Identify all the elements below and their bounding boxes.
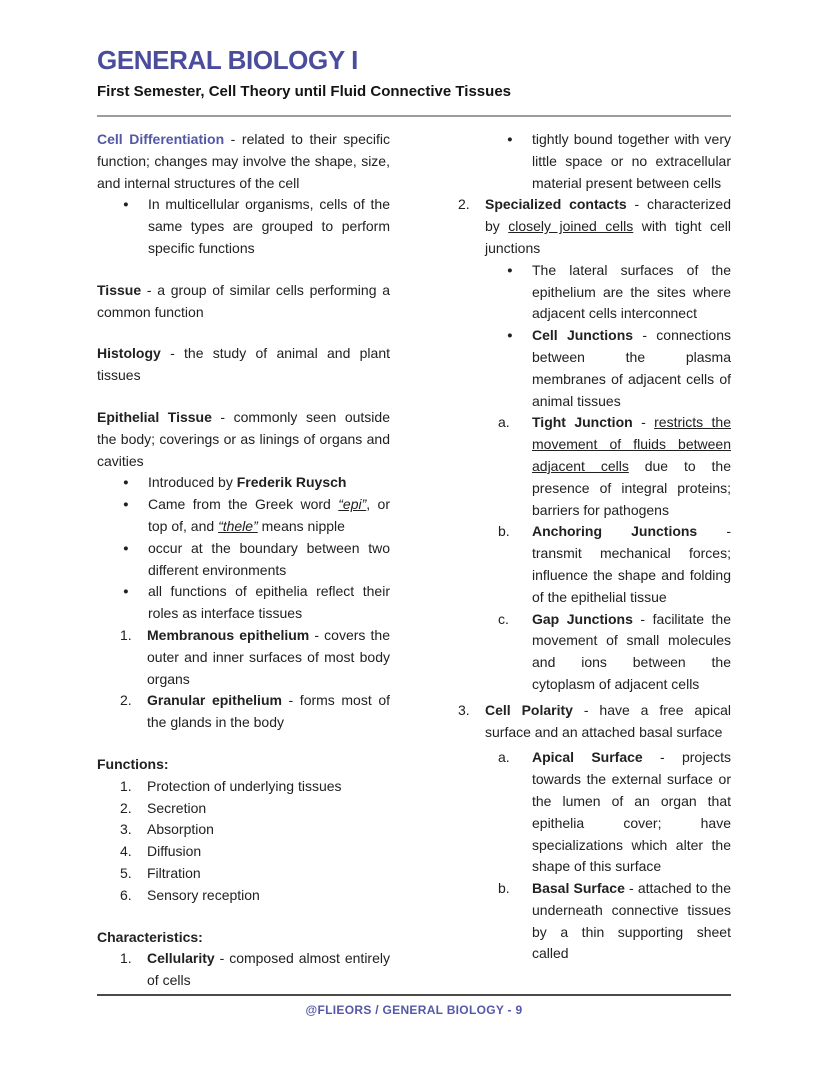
functions-heading: Functions:: [97, 755, 169, 772]
list-marker: 1.: [120, 626, 132, 643]
list-item-text: Protection of underlying tissues: [147, 777, 342, 794]
term-histology: Histology: [97, 345, 161, 362]
list-item-text: [148, 494, 390, 538]
definition-text: - forms most of the glands in the body: [147, 692, 390, 731]
term-epithelial-tissue: Epithelial Tissue: [97, 408, 212, 425]
list-marker: 1.: [120, 950, 132, 967]
list-item-text: In multicellular organisms, cells of the same types are grouped to perform specific functions: [148, 196, 390, 256]
term-cell-differentiation: Cell Differentiation: [97, 131, 225, 147]
definition-text: - attached to the underneath connective tissues by a thin supporting sheet called: [532, 880, 731, 962]
list-marker: a.: [498, 414, 510, 431]
term-specialized-contacts: Specialized contacts: [485, 196, 627, 213]
term-gap-junctions: Gap Junctions: [532, 610, 633, 627]
list-item: [435, 325, 731, 412]
list-item: [435, 700, 731, 744]
list-item-text: [485, 194, 731, 259]
definition-epithelial-tissue: [97, 407, 390, 472]
list-item: [435, 194, 731, 259]
list-item: [97, 841, 390, 863]
definition-text: - have a free apical surface and an attached basal surface: [485, 701, 731, 740]
definition-text: -: [632, 414, 655, 431]
list-item: [97, 581, 390, 625]
definition-cell-differentiation: [97, 129, 390, 194]
list-item-text: [532, 747, 731, 878]
list-item-text: [532, 412, 731, 521]
list-item: [435, 609, 731, 696]
list-marker: 2.: [458, 196, 470, 213]
definition-text: - covers the outer and inner surfaces of most body organs: [147, 626, 390, 687]
page-title: GENERAL BIOLOGY I: [97, 45, 358, 75]
bullet-icon: ●: [123, 542, 129, 554]
list-item: [435, 521, 731, 608]
list-marker: 2.: [120, 692, 132, 709]
bullet-text: Introduced by: [148, 474, 237, 491]
term-cell-junctions: Cell Junctions: [532, 327, 634, 344]
list-marker: 6.: [120, 886, 132, 903]
greek-word-epi: “epi”: [338, 496, 367, 513]
bullet-icon: ●: [507, 264, 513, 276]
list-item: [97, 948, 390, 992]
bullet-icon: ●: [123, 586, 129, 598]
list-item: [435, 260, 731, 325]
list-marker: b.: [498, 880, 510, 897]
list-item: [97, 798, 390, 820]
term-apical-surface: Apical Surface: [532, 749, 643, 766]
page-subtitle: First Semester, Cell Theory until Fluid Connective Tissues: [97, 83, 512, 100]
term-membranous-epithelium: Membranous epithelium: [147, 626, 310, 643]
list-item-text: [485, 700, 731, 744]
bullet-icon: ●: [507, 134, 513, 145]
page-footer: [97, 994, 731, 1017]
right-column: [435, 129, 731, 992]
greek-word-thele: “thele”: [218, 517, 258, 534]
definition-text: - projects towards the external surface or the lumen of an organ that epithelia cover; have specializations which alter the shape of this surface: [532, 749, 731, 875]
list-item: [97, 538, 390, 582]
definition-text: - composed almost entirely of cells: [147, 950, 390, 989]
list-item-text: all functions of epithelia reflect their roles as interface tissues: [148, 583, 390, 622]
list-item-text: [532, 325, 731, 412]
bullet-text: means nipple: [257, 517, 345, 534]
list-item: [435, 878, 731, 965]
definition-text: - related to their specific function; changes may involve the shape, size, and internal structures of the cell: [97, 131, 390, 191]
bullet-text: Came from the Greek word: [148, 496, 339, 513]
underlined-text: restricts the movement of fluids between adjacent cells: [532, 414, 731, 474]
definition-text: - characterized by: [485, 196, 732, 235]
term-cell-polarity: Cell Polarity: [485, 701, 573, 718]
person-name: Frederik Ruysch: [236, 474, 347, 491]
term-tissue: Tissue: [97, 281, 142, 298]
term-cellularity: Cellularity: [147, 950, 215, 967]
list-item: [435, 747, 731, 878]
footer-divider: [97, 994, 731, 996]
list-item: [97, 885, 390, 907]
list-marker: a.: [498, 749, 510, 766]
list-item: [435, 412, 731, 521]
bullet-icon: ●: [123, 199, 129, 211]
underlined-text: closely joined cells: [508, 218, 634, 235]
list-item-text: [147, 625, 390, 690]
list-item: [97, 194, 390, 259]
definition-text: - commonly seen outside the body; coverings or as linings of organs and cavities: [97, 408, 390, 469]
bullet-icon: ●: [123, 477, 129, 489]
footer-text: @FLIEORS / GENERAL BIOLOGY - 9: [305, 1003, 523, 1017]
list-marker: 4.: [120, 843, 132, 860]
list-item-text: Absorption: [147, 821, 214, 838]
list-item-text: [532, 878, 731, 965]
list-item-text: Sensory reception: [147, 886, 260, 903]
list-item-text: The lateral surfaces of the epithelium are the sites where adjacent cells interconnect: [532, 261, 731, 322]
list-item: [97, 472, 390, 494]
list-item: [97, 690, 390, 734]
list-item-text: [147, 948, 390, 992]
list-item: [97, 863, 390, 885]
list-item-text: [147, 690, 390, 734]
page-header: [0, 0, 828, 117]
list-item-text: occur at the boundary between two different environments: [148, 539, 390, 578]
list-item-text: [532, 609, 731, 696]
definition-tissue: [97, 280, 390, 324]
term-tight-junction: Tight Junction: [532, 414, 633, 431]
definition-text: - transmit mechanical forces; influence the shape and folding of the epithelial tissue: [532, 523, 731, 605]
list-item: [97, 625, 390, 690]
list-item-text: [148, 472, 390, 494]
list-marker: c.: [498, 610, 509, 627]
list-item: [97, 776, 390, 798]
definition-histology: [97, 343, 390, 387]
list-marker: 5.: [120, 864, 132, 881]
term-anchoring-junctions: Anchoring Junctions: [532, 523, 698, 540]
list-item: [435, 129, 731, 194]
list-marker: 1.: [120, 777, 132, 794]
list-item: [97, 494, 390, 538]
list-item-text: Filtration: [147, 864, 201, 881]
list-marker: 3.: [120, 821, 132, 838]
list-item-text: tightly bound together with very little space or no extracellular material present between cells: [532, 131, 731, 191]
definition-text: - the study of animal and plant tissues: [97, 345, 390, 384]
header-divider: [97, 115, 731, 117]
list-item-text: [532, 521, 731, 608]
definition-text: - a group of similar cells performing a common function: [97, 281, 390, 320]
bullet-text: , or top of, and: [148, 496, 390, 534]
list-item-text: Diffusion: [147, 843, 202, 860]
definition-text: - facilitate the movement of small molecules and ions between the cytoplasm of adjacent cells: [532, 610, 731, 692]
bullet-icon: ●: [507, 330, 513, 342]
term-basal-surface: Basal Surface: [532, 880, 625, 897]
list-item: [97, 819, 390, 841]
characteristics-heading: Characteristics:: [97, 928, 203, 945]
list-marker: 3.: [458, 701, 470, 718]
page-body: [97, 129, 731, 992]
definition-text: - connections between the plasma membranes of adjacent cells of animal tissues: [532, 327, 731, 409]
definition-text: with tight cell junctions: [485, 218, 731, 256]
definition-text: due to the presence of integral proteins; barriers for pathogens: [532, 457, 731, 518]
list-item-text: Secretion: [147, 799, 207, 816]
list-marker: b.: [498, 523, 510, 540]
term-granular-epithelium: Granular epithelium: [147, 692, 282, 709]
left-column: [97, 129, 390, 992]
bullet-icon: ●: [123, 499, 129, 511]
list-marker: 2.: [120, 799, 132, 816]
